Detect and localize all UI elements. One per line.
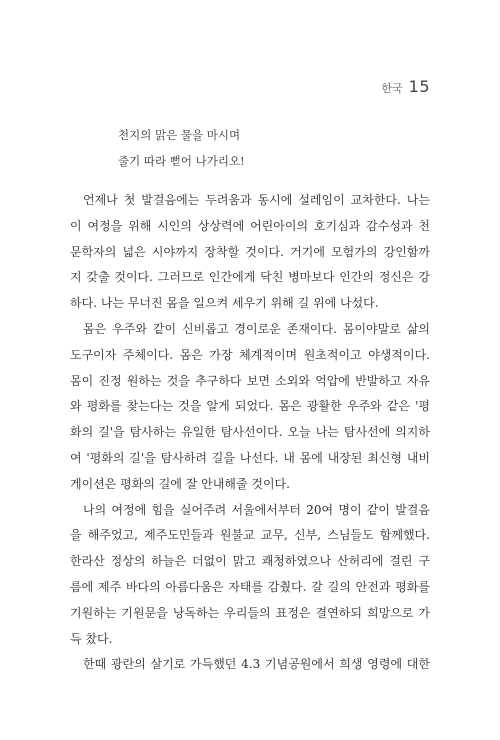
text-line: 지 갖출 것이다. 그러므로 인간에게 닥친 병마보다 인간의 정신은 강 xyxy=(70,270,430,285)
text-line: 몸이 진정 원하는 것을 추구하다 보면 소외와 억압에 반발하고 자유 xyxy=(70,373,430,388)
text-line: 도구이자 주체이다. 몸은 가장 체계적이며 원초적이고 야생적이다. xyxy=(70,347,430,362)
text-line: 나의 여정에 힘을 실어주려 서울에서부터 20여 명이 같이 발걸음 xyxy=(83,502,430,517)
paragraph-4 xyxy=(70,652,430,678)
text-line: 한라산 정상의 하늘은 더없이 맑고 쾌청하였으나 산허리에 걸린 구 xyxy=(70,554,430,569)
text-line: 한때 광란의 살기로 가득했던 4.3 기념공원에서 희생 영령에 대한 xyxy=(83,657,430,672)
text-line: 몸은 우주와 같이 신비롭고 경이로운 존재이다. 몸이야말로 삶의 xyxy=(83,321,430,336)
text-line: 득 찼다. xyxy=(70,631,113,646)
running-header xyxy=(381,77,430,96)
text-line: 언제나 첫 발걸음에는 두려움과 동시에 설레임이 교차한다. 나는 xyxy=(83,193,430,207)
text-line: 게이션은 평화의 길에 잘 안내해줄 것이다. xyxy=(70,476,290,491)
text-line: 을 해주었고, 제주도민들과 원불교 교무, 신부, 스님들도 함께했다. xyxy=(70,528,430,543)
text-line: 름에 제주 바다의 아름다움은 자태를 감췄다. 갈 길의 안전과 평화를 xyxy=(70,579,430,594)
poem-excerpt xyxy=(118,122,245,174)
text-line: 와 평화를 찾는다는 것을 알게 되었다. 몸은 광활한 우주와 같은 '평 xyxy=(70,399,430,414)
page-number: 15 xyxy=(408,77,430,96)
text-line: 화의 길'을 탐사하는 유일한 탐사선이다. 오늘 나는 탐사선에 의지하 xyxy=(70,425,430,440)
paragraph-1 xyxy=(70,188,430,317)
text-line: 여 '평화의 길'을 탐사하려 길을 나선다. 내 몸에 내장된 최신형 내비 xyxy=(70,450,430,465)
text-line: 이 여정을 위해 시인의 상상력에 어린아이의 호기심과 감수성과 천 xyxy=(70,218,430,233)
text-line: 기원하는 기원문을 낭독하는 우리들의 표정은 결연하되 희망으로 가 xyxy=(70,605,430,620)
paragraph-2 xyxy=(70,317,430,498)
paragraph-3 xyxy=(70,498,430,653)
section-title: 한국 xyxy=(381,82,403,95)
text-line: 하다. 나는 무너진 몸을 일으켜 세우기 위해 길 위에 나섰다. xyxy=(70,296,379,311)
body-text xyxy=(70,188,430,678)
text-line: 문학자의 넓은 시야까지 장착할 것이다. 거기에 모험가의 강인함까 xyxy=(70,244,430,259)
poem-line: 천지의 맑은 물을 마시며 xyxy=(118,128,241,142)
poem-line: 줄기 따라 뻗어 나가리오! xyxy=(118,154,245,168)
